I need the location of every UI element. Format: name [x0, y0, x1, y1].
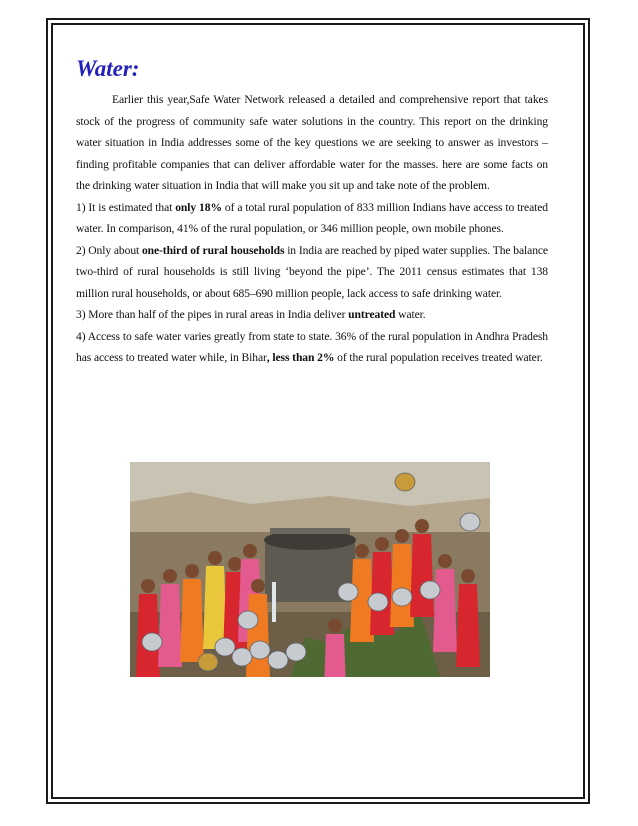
fact-2-text-before: 2) Only about — [76, 243, 142, 257]
photo-water-pot — [392, 588, 412, 606]
photo-figure-head — [163, 569, 177, 583]
fact-3-text-before: 3) More than half of the pipes in rural areas in India deliver — [76, 308, 349, 321]
photo-figure-head — [355, 544, 369, 558]
fact-1-text-before: 1) It is estimated that — [76, 200, 176, 214]
photo-water-pot — [215, 638, 235, 656]
photo-water-pot — [368, 593, 388, 611]
fact-3 — [76, 304, 548, 326]
photo-water-pot — [198, 653, 218, 671]
fact-4-text-after: of the rural population receives treated water. — [334, 351, 543, 364]
fact-1 — [76, 197, 548, 240]
fact-2-highlight: one-third of rural households — [141, 243, 285, 257]
photo-figure — [410, 534, 434, 617]
photo-figure-head — [395, 529, 409, 543]
photo-figure-head — [141, 579, 155, 593]
fact-1-text-after: of a total rural population of 833 million Indians have access to treated water. In comparison, 41% of the rural population, or 346 million people, own mobile phones. — [76, 200, 548, 235]
photo-water-pot — [268, 651, 288, 669]
photo-water-pot — [460, 513, 480, 531]
photo-water-pot — [286, 643, 306, 661]
photo-illustration — [130, 462, 490, 677]
photo-figure — [246, 594, 270, 677]
fact-2-text-after: in India are reached by piped water supplies. The balance two-third of rural households is still living ‘beyond the pipe’. The 2011 census estimates that 138 million rural households, or about 685–690 million people, lack access to safe drinking water. — [76, 243, 548, 300]
photo-figure — [203, 566, 227, 649]
photo-water-pot — [338, 583, 358, 601]
photo-figure — [158, 584, 182, 667]
photo-figure-head — [185, 564, 199, 578]
photo-figure-head — [228, 557, 242, 571]
photo-water-pot — [250, 641, 270, 659]
fact-3-text-after: water. — [395, 308, 426, 321]
fact-4-highlight: , less than 2% — [266, 351, 335, 364]
fact-4-text-before: 4) Access to safe water varies greatly from state to state. 36% of the rural population in Andhra Pradesh has access to treated water while, in Bihar — [76, 329, 548, 364]
photo-figure — [456, 584, 480, 667]
intro-paragraph: Earlier this year,Safe Water Network released a detailed and comprehensive report that takes stock of the progress of community safe water solutions in the country. This report on the drinking water situation in India addresses some of the key questions we are seeking to answer as investors – finding profitable companies that can deliver affordable water for the masses. here are some facts on the drinking water situation in India that will make you sit up and take note of the problem. — [76, 93, 548, 192]
photo-figure-head — [375, 537, 389, 551]
photo-water-pot — [420, 581, 440, 599]
photo-water-pot — [142, 633, 162, 651]
photo-women-at-well — [130, 462, 490, 677]
section-title: Water: — [76, 56, 140, 81]
fact-2 — [76, 240, 548, 305]
photo-figure — [323, 634, 347, 677]
photo-water-pot — [232, 648, 252, 666]
photo-figure-head — [251, 579, 265, 593]
photo-figure — [180, 579, 204, 662]
photo-figure-head — [243, 544, 257, 558]
photo-figure-head — [415, 519, 429, 533]
document-body — [76, 54, 548, 369]
fact-1-highlight: only 18% — [175, 200, 222, 214]
photo-figure-head — [461, 569, 475, 583]
photo-water-pot — [238, 611, 258, 629]
photo-figure-head — [438, 554, 452, 568]
photo-water-pot — [395, 473, 415, 491]
fact-4 — [76, 326, 548, 369]
fact-3-highlight: untreated — [348, 308, 396, 321]
photo-figure-head — [328, 619, 342, 633]
photo-figure — [433, 569, 457, 652]
photo-figure-head — [208, 551, 222, 565]
photo-water-pour — [272, 582, 276, 622]
